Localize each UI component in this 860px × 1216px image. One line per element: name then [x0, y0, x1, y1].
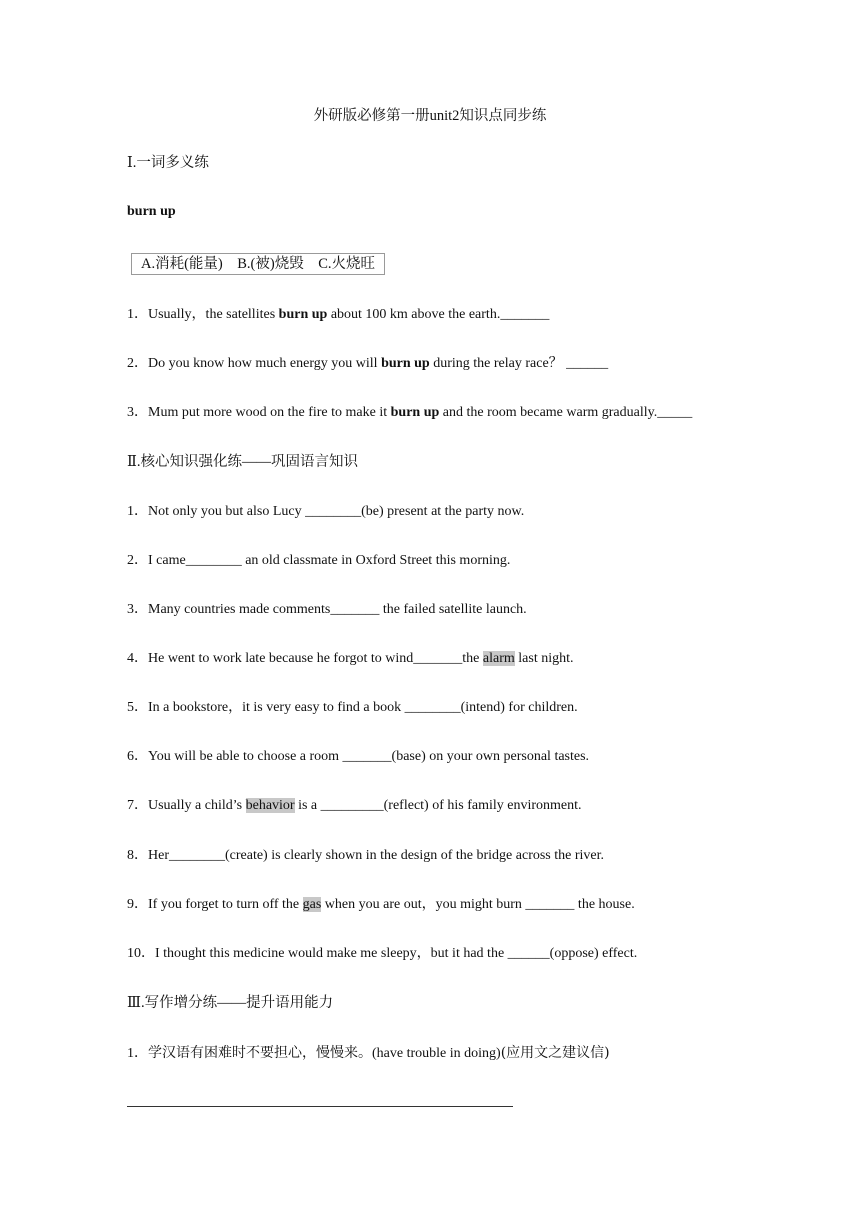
section-3-heading: Ⅲ.写作增分练——提升语用能力 [127, 995, 334, 1011]
item-number: 3． [127, 602, 148, 617]
answer-blank[interactable]: ______ [566, 356, 609, 371]
target-phrase: burn up [127, 204, 176, 219]
item-text: when you are out，you might burn _______ the house. [321, 897, 635, 912]
s2-item-7 [127, 796, 582, 816]
s2-item-3 [127, 600, 527, 620]
item-text: during the relay race？ [429, 356, 567, 371]
item-text: is a _________(reflect) of his family environment. [294, 798, 582, 813]
item-number: 7． [127, 798, 148, 813]
item-text: You will be able to choose a room _______(base) on your own personal tastes. [148, 749, 590, 764]
item-number: 2． [127, 553, 148, 568]
item-text: Many countries made comments_______ the failed satellite launch. [148, 602, 527, 617]
item-number: 1． [127, 1046, 148, 1061]
item-text: Mum put more wood on the fire to make it [148, 405, 391, 420]
answer-blank[interactable]: _____ [657, 405, 693, 420]
item-text: In a bookstore，it is very easy to find a book ________(intend) for children. [148, 700, 578, 715]
answer-blank[interactable]: _______ [500, 307, 550, 322]
s1-item-1 [127, 305, 549, 325]
item-bold-phrase: burn up [390, 405, 440, 420]
s2-item-6 [127, 747, 589, 767]
item-number: 4． [127, 651, 148, 666]
section-1-heading: Ⅰ.一词多义练 [127, 155, 209, 171]
s2-item-2 [127, 551, 510, 571]
s2-item-10 [127, 944, 637, 964]
highlighted-word: behavior [245, 798, 295, 813]
item-number: 3． [127, 405, 148, 420]
s1-item-3 [127, 403, 692, 423]
item-text: I came________ an old classmate in Oxford Street this morning. [148, 553, 511, 568]
s1-item-2 [127, 354, 608, 374]
highlighted-word: gas [302, 897, 322, 912]
item-text: Do you know how much energy you will [148, 356, 382, 371]
highlighted-word: alarm [482, 651, 515, 666]
item-number: 8． [127, 848, 148, 863]
item-text: If you forget to turn off the [148, 897, 303, 912]
item-number: 5． [127, 700, 148, 715]
s2-item-1 [127, 502, 524, 522]
s2-item-4 [127, 649, 574, 669]
answer-line[interactable] [127, 1106, 513, 1107]
item-text: Usually，the satellites [148, 307, 279, 322]
section-2-heading: Ⅱ.核心知识强化练——巩固语言知识 [127, 454, 358, 470]
item-text: He went to work late because he forgot to wind_______the [148, 651, 483, 666]
item-number: 1． [127, 504, 148, 519]
item-text: and the room became warm gradually. [439, 405, 658, 420]
item-text: Usually a child’s [148, 798, 246, 813]
item-text: about 100 km above the earth. [327, 307, 501, 322]
item-bold-phrase: burn up [381, 356, 430, 371]
item-hint: (have trouble in doing) [372, 1046, 501, 1061]
item-text: Her________(create) is clearly shown in the design of the bridge across the river. [148, 848, 605, 863]
item-chinese-sentence: 学汉语有困难时不要担心，慢慢来。 [148, 1046, 372, 1061]
item-text: Not only you but also Lucy ________(be) present at the party now. [148, 504, 525, 519]
item-number: 6． [127, 749, 148, 764]
item-number: 2． [127, 356, 148, 371]
item-number: 10． [127, 946, 155, 961]
item-text: last night. [514, 651, 574, 666]
item-number: 9． [127, 897, 148, 912]
s3-item-1 [127, 1043, 610, 1064]
item-tag: (应用文之建议信) [500, 1045, 610, 1061]
item-text: I thought this medicine would make me sleepy，but it had the ______(oppose) effect. [155, 946, 638, 961]
item-number: 1． [127, 307, 148, 322]
meaning-options-box: A.消耗(能量) B.(被)烧毁 C.火烧旺 [131, 253, 385, 275]
s2-item-8 [127, 846, 604, 866]
document-title: 外研版必修第一册unit2知识点同步练 [313, 108, 547, 124]
item-bold-phrase: burn up [278, 307, 328, 322]
s2-item-5 [127, 698, 578, 718]
s2-item-9 [127, 895, 635, 915]
